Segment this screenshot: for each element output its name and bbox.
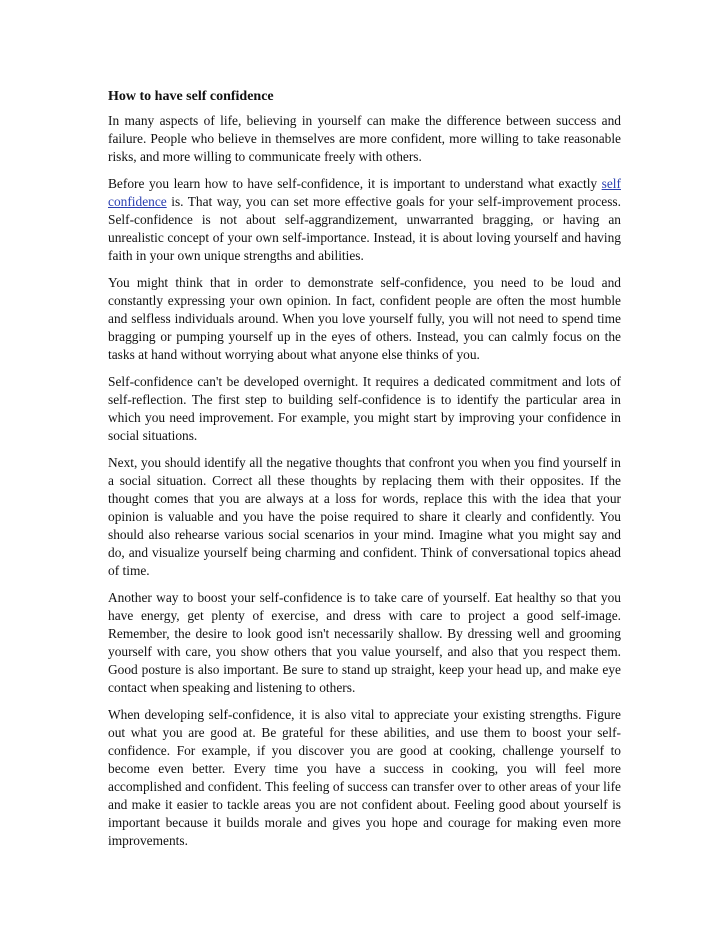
- paragraph-2-after: is. That way, you can set more effective goals for your self-improvement process. Self-confidence is not about self-aggrandizement, unwarranted bragging, or having an unrealistic concept of your own self-importance. Instead, it is about loving yourself and having faith in your own unique strengths and abilities.: [108, 194, 621, 263]
- paragraph-2-before: Before you learn how to have self-confidence, it is important to understand what exactly: [108, 176, 602, 191]
- paragraph-3: You might think that in order to demonstrate self-confidence, you need to be loud and constantly expressing your own opinion. In fact, confident people are often the most humble and selfless individuals around. When you love yourself fully, you will not need to spend time bragging or pumping yourself up in the eyes of others. Instead, you can calmly focus on the tasks at hand without worrying about what anyone else thinks of you.: [108, 275, 621, 362]
- page-title: How to have self confidence: [108, 89, 274, 104]
- paragraph-7: When developing self-confidence, it is also vital to appreciate your existing strengths. Figure out what you are good at. Be grateful for these abilities, and use them to boost your self-confidence. For example, if you discover you are good at cooking, challenge yourself to become even better. Every time you have a success in cooking, you will feel more accomplished and confident. This feeling of success can transfer over to other areas of your life and make it easier to tackle areas you are not confident about. Feeling good about yourself is important because it builds morale and gives you hope and courage for making even more improvements.: [108, 707, 621, 848]
- paragraph-2: [108, 175, 621, 265]
- document-page: [108, 88, 621, 859]
- paragraph-4: Self-confidence can't be developed overnight. It requires a dedicated commitment and lots of self-reflection. The first step to building self-confidence is to identify the particular area in which you need improvement. For example, you might start by improving your confidence in social situations.: [108, 374, 621, 443]
- self-confidence-link[interactable]: self confidence: [108, 176, 621, 209]
- paragraph-5: Next, you should identify all the negative thoughts that confront you when you find yourself in a social situation. Correct all these thoughts by replacing them with their opposites. If the thought comes that you are always at a loss for words, replace this with the idea that your opinion is valuable and you have the poise required to share it clearly and confidently. You should also rehearse various social scenarios in your mind. Imagine what you might say and do, and visualize yourself being charming and confident. Think of conversational topics ahead of time.: [108, 455, 621, 578]
- paragraph-1: In many aspects of life, believing in yourself can make the difference between success and failure. People who believe in themselves are more confident, more willing to take reasonable risks, and more willing to communicate freely with others.: [108, 113, 621, 164]
- paragraph-6: Another way to boost your self-confidence is to take care of yourself. Eat healthy so that you have energy, get plenty of exercise, and dress with care to project a good self-image. Remember, the desire to look good isn't necessarily shallow. By dressing well and grooming yourself with care, you show others that you value yourself, and also that you respect them. Good posture is also important. Be sure to stand up straight, keep your head up, and make eye contact when speaking and listening to others.: [108, 590, 621, 695]
